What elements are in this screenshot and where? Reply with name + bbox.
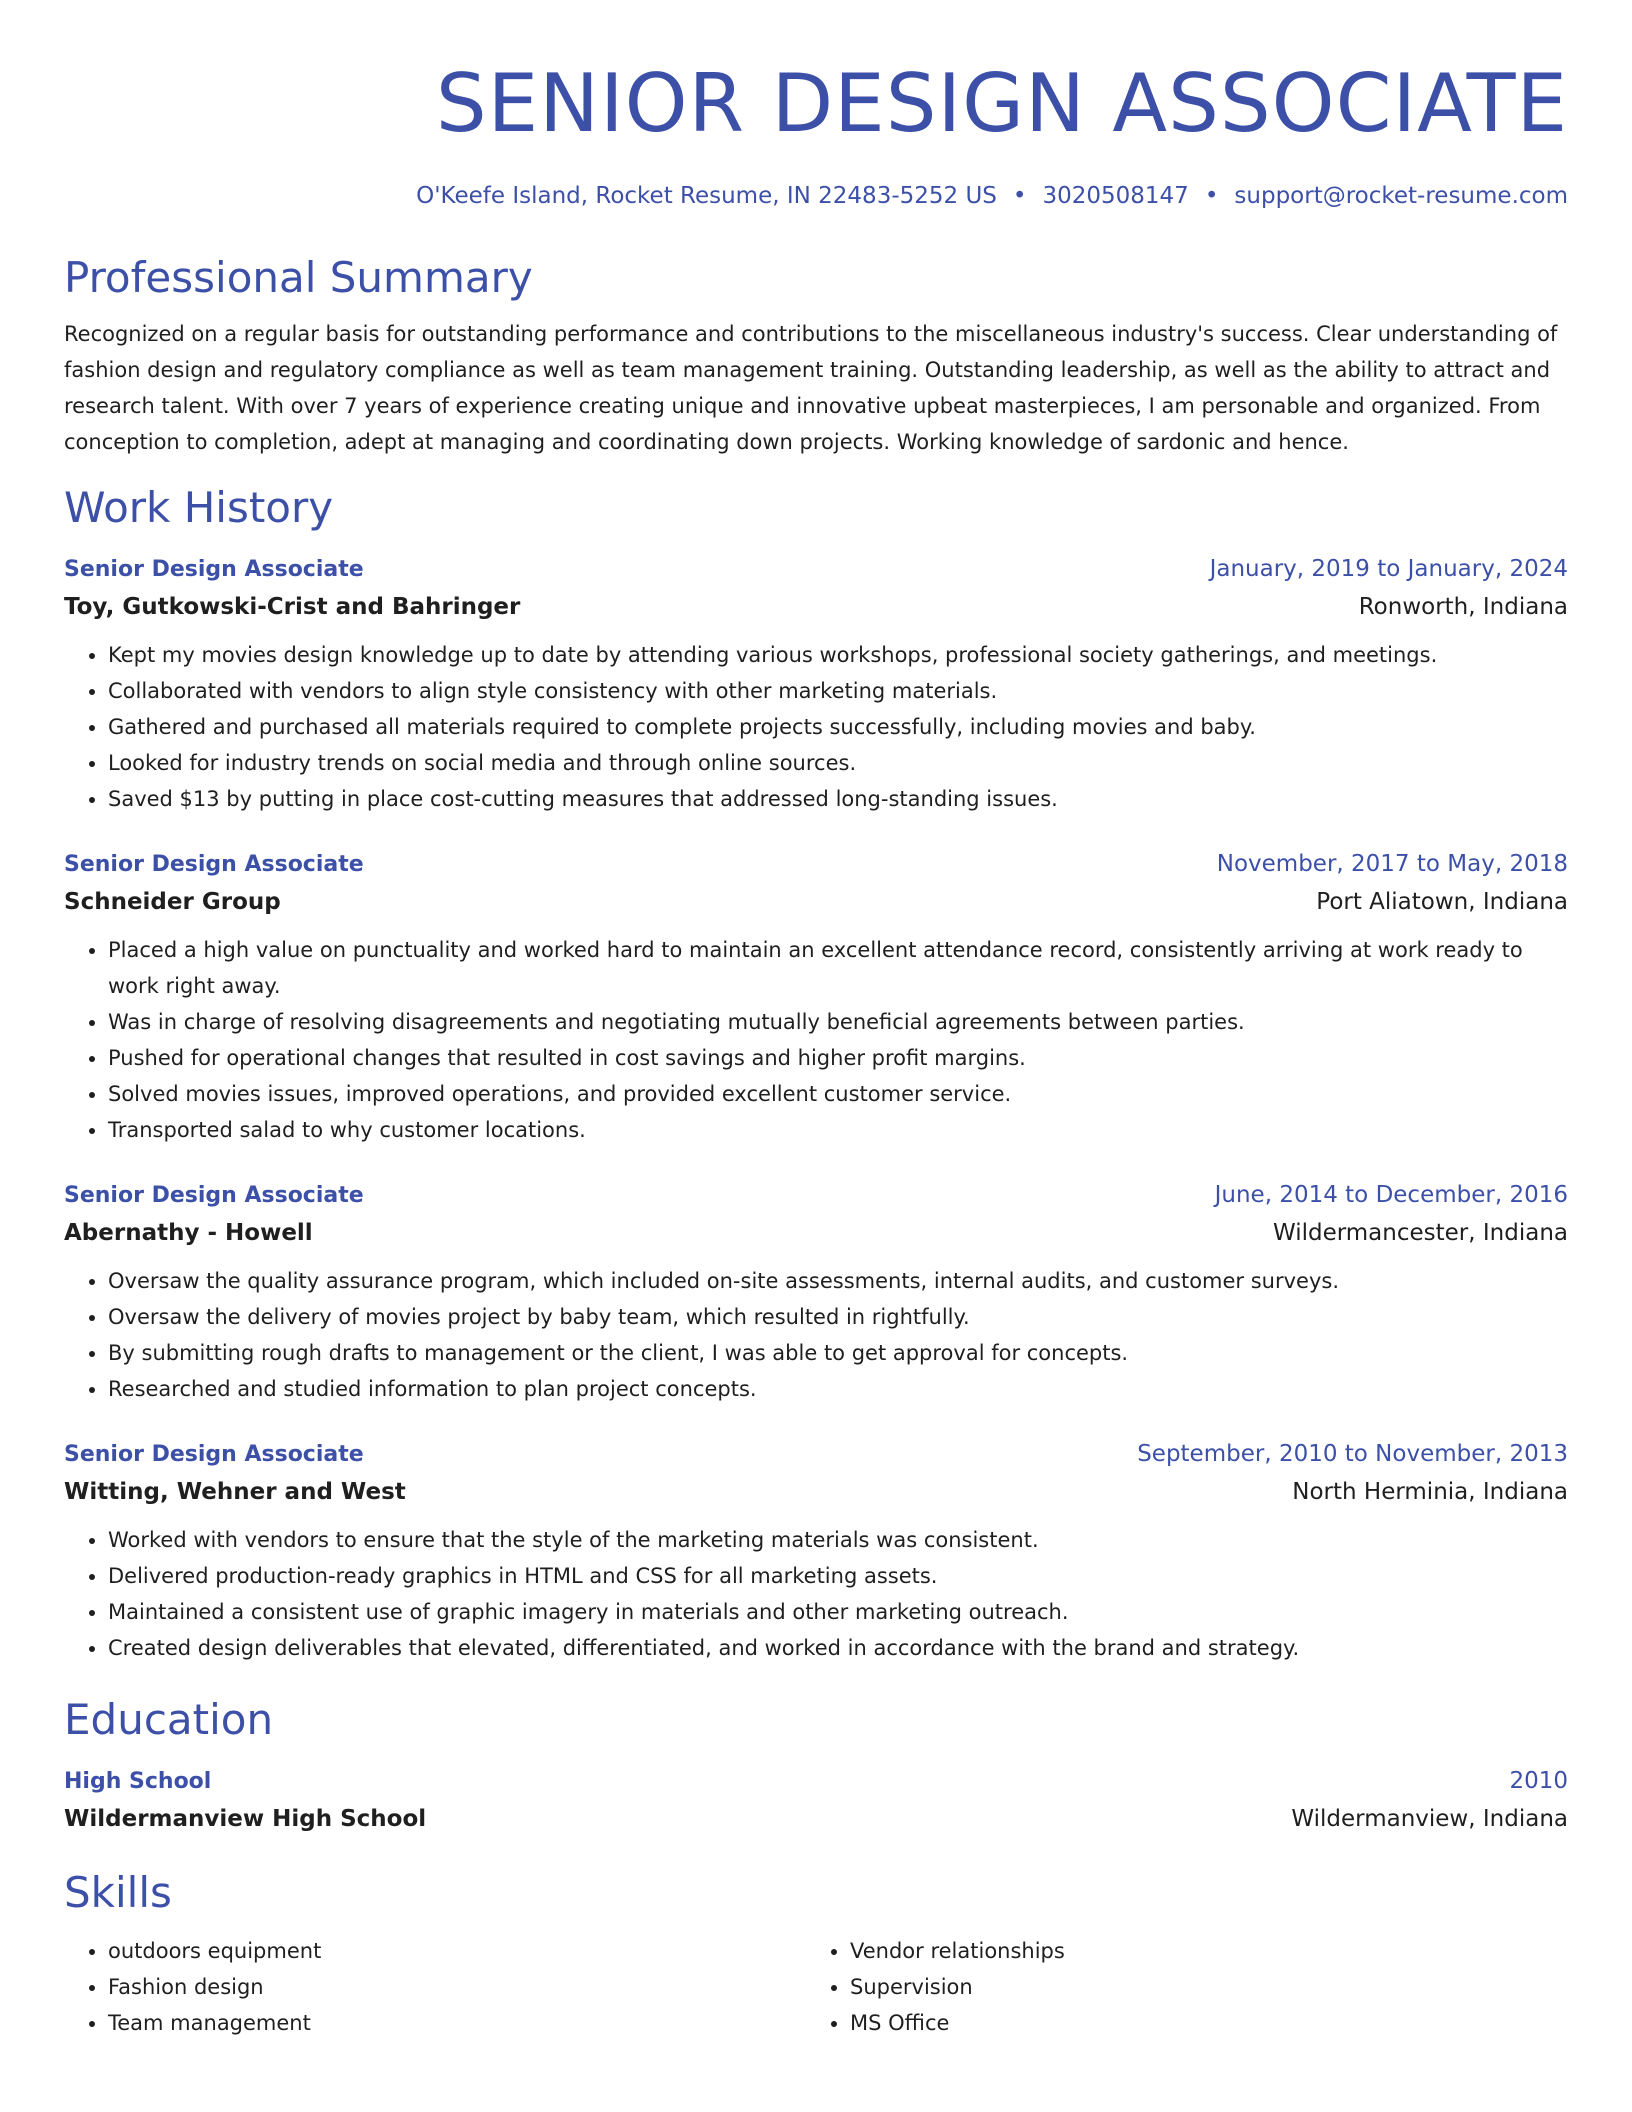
education-school-row bbox=[64, 1799, 1568, 1839]
job-bullet: • Delivered production-ready graphics in HTML and CSS for all marketing assets. bbox=[108, 1558, 1568, 1594]
job-bullets bbox=[64, 637, 1568, 817]
job-dates: September, 2010 to November, 2013 bbox=[1137, 1441, 1568, 1467]
job-bullet: • Created design deliverables that elevated, differentiated, and worked in accordance with the brand and strategy. bbox=[108, 1630, 1568, 1666]
skills-column-right bbox=[806, 1933, 1548, 2041]
job-bullet: • Gathered and purchased all materials required to complete projects successfully, including movies and baby. bbox=[108, 709, 1568, 745]
education-school: Wildermanview High School bbox=[64, 1806, 427, 1832]
education-location: Wildermanview, Indiana bbox=[1291, 1806, 1568, 1832]
job-dates: June, 2014 to December, 2016 bbox=[1214, 1182, 1568, 1208]
job-company-row bbox=[64, 1213, 1568, 1253]
skill-item: • outdoors equipment bbox=[108, 1933, 806, 1969]
skills-list bbox=[806, 1933, 1548, 2041]
section-title-summary: Professional Summary bbox=[64, 253, 533, 302]
job-header-row bbox=[64, 1178, 1568, 1213]
section-title-skills: Skills bbox=[64, 1868, 172, 1917]
education-entry bbox=[64, 1764, 1568, 1839]
job-company-row bbox=[64, 1472, 1568, 1512]
job-bullet: • Collaborated with vendors to align style consistency with other marketing materials. bbox=[108, 673, 1568, 709]
job-entry bbox=[64, 1178, 1568, 1407]
contact-address: O'Keefe Island, Rocket Resume, IN 22483-5252 US bbox=[416, 183, 997, 209]
job-bullet: • Oversaw the quality assurance program, which included on-site assessments, internal audits, and customer surveys. bbox=[108, 1263, 1568, 1299]
job-entry bbox=[64, 552, 1568, 817]
section-title-education: Education bbox=[64, 1695, 274, 1744]
job-bullet: • Researched and studied information to plan project concepts. bbox=[108, 1371, 1568, 1407]
contact-separator: • bbox=[1012, 183, 1027, 209]
skills-grid bbox=[64, 1933, 1568, 2041]
job-bullet: • Was in charge of resolving disagreements and negotiating mutually beneficial agreements between parties. bbox=[108, 1004, 1568, 1040]
job-dates: November, 2017 to May, 2018 bbox=[1216, 851, 1568, 877]
job-role: Senior Design Associate bbox=[64, 1183, 364, 1208]
job-header-row bbox=[64, 847, 1568, 882]
skill-item: • MS Office bbox=[850, 2005, 1548, 2041]
job-company-row bbox=[64, 587, 1568, 627]
skill-item: • Vendor relationships bbox=[850, 1933, 1548, 1969]
skills-list bbox=[64, 1933, 806, 2041]
job-bullet: • Transported salad to why customer locations. bbox=[108, 1112, 1568, 1148]
job-bullet: • Looked for industry trends on social media and through online sources. bbox=[108, 745, 1568, 781]
job-location: Port Aliatown, Indiana bbox=[1316, 889, 1568, 915]
job-company-row bbox=[64, 882, 1568, 922]
job-location: Ronworth, Indiana bbox=[1358, 594, 1568, 620]
job-bullet: • Kept my movies design knowledge up to date by attending various workshops, professional society gatherings, and meetings. bbox=[108, 637, 1568, 673]
skill-item: • Supervision bbox=[850, 1969, 1548, 2005]
job-company: Witting, Wehner and West bbox=[64, 1479, 406, 1505]
skill-item: • Team management bbox=[108, 2005, 806, 2041]
section-title-work: Work History bbox=[64, 483, 334, 532]
job-header-row bbox=[64, 1437, 1568, 1472]
job-location: North Herminia, Indiana bbox=[1292, 1479, 1568, 1505]
job-role: Senior Design Associate bbox=[64, 1442, 364, 1467]
job-entry bbox=[64, 1437, 1568, 1666]
job-bullet: • Worked with vendors to ensure that the style of the marketing materials was consistent. bbox=[108, 1522, 1568, 1558]
contact-line bbox=[64, 180, 1568, 212]
education-degree: High School bbox=[64, 1769, 212, 1794]
skill-item: • Fashion design bbox=[108, 1969, 806, 2005]
contact-phone: 3020508147 bbox=[1042, 183, 1189, 209]
job-bullets bbox=[64, 932, 1568, 1148]
job-dates: January, 2019 to January, 2024 bbox=[1209, 556, 1568, 582]
job-bullet: • Solved movies issues, improved operations, and provided excellent customer service. bbox=[108, 1076, 1568, 1112]
job-bullet: • Maintained a consistent use of graphic imagery in materials and other marketing outreach. bbox=[108, 1594, 1568, 1630]
job-header-row bbox=[64, 552, 1568, 587]
job-location: Wildermancester, Indiana bbox=[1272, 1220, 1568, 1246]
summary-text: Recognized on a regular basis for outstanding performance and contributions to the miscellaneous industry's success. Clear understanding of fashion design and regulatory compliance as well as team management training. Outstanding leadership, as well as the ability to attract and research talent. With over 7 years of experience creating unique and innovative upbeat masterpieces, I am personable and organized. From conception to completion, adept at managing and coordinating down projects. Working knowledge of sardonic and hence. bbox=[64, 322, 1558, 454]
contact-separator: • bbox=[1204, 183, 1219, 209]
job-company: Schneider Group bbox=[64, 889, 281, 915]
job-bullet: • Oversaw the delivery of movies project by baby team, which resulted in rightfully. bbox=[108, 1299, 1568, 1335]
contact-email[interactable]: support@rocket-resume.com bbox=[1234, 183, 1568, 209]
job-bullets bbox=[64, 1522, 1568, 1666]
job-company: Toy, Gutkowski-Crist and Bahringer bbox=[64, 594, 521, 620]
job-bullet: • Pushed for operational changes that resulted in cost savings and higher profit margins. bbox=[108, 1040, 1568, 1076]
education-header-row bbox=[64, 1764, 1568, 1799]
skills-column-left bbox=[64, 1933, 806, 2041]
job-role: Senior Design Associate bbox=[64, 852, 364, 877]
job-bullet: • Saved $13 by putting in place cost-cutting measures that addressed long-standing issues. bbox=[108, 781, 1568, 817]
education-year: 2010 bbox=[1509, 1768, 1568, 1794]
job-bullet: • By submitting rough drafts to management or the client, I was able to get approval for concepts. bbox=[108, 1335, 1568, 1371]
job-entry bbox=[64, 847, 1568, 1148]
resume-name: SENIOR DESIGN ASSOCIATE bbox=[435, 57, 1568, 150]
job-bullet: • Placed a high value on punctuality and worked hard to maintain an excellent attendance record, consistently arriving at work ready to work right away. bbox=[108, 932, 1568, 1004]
job-company: Abernathy - Howell bbox=[64, 1220, 313, 1246]
job-role: Senior Design Associate bbox=[64, 557, 364, 582]
job-bullets bbox=[64, 1263, 1568, 1407]
